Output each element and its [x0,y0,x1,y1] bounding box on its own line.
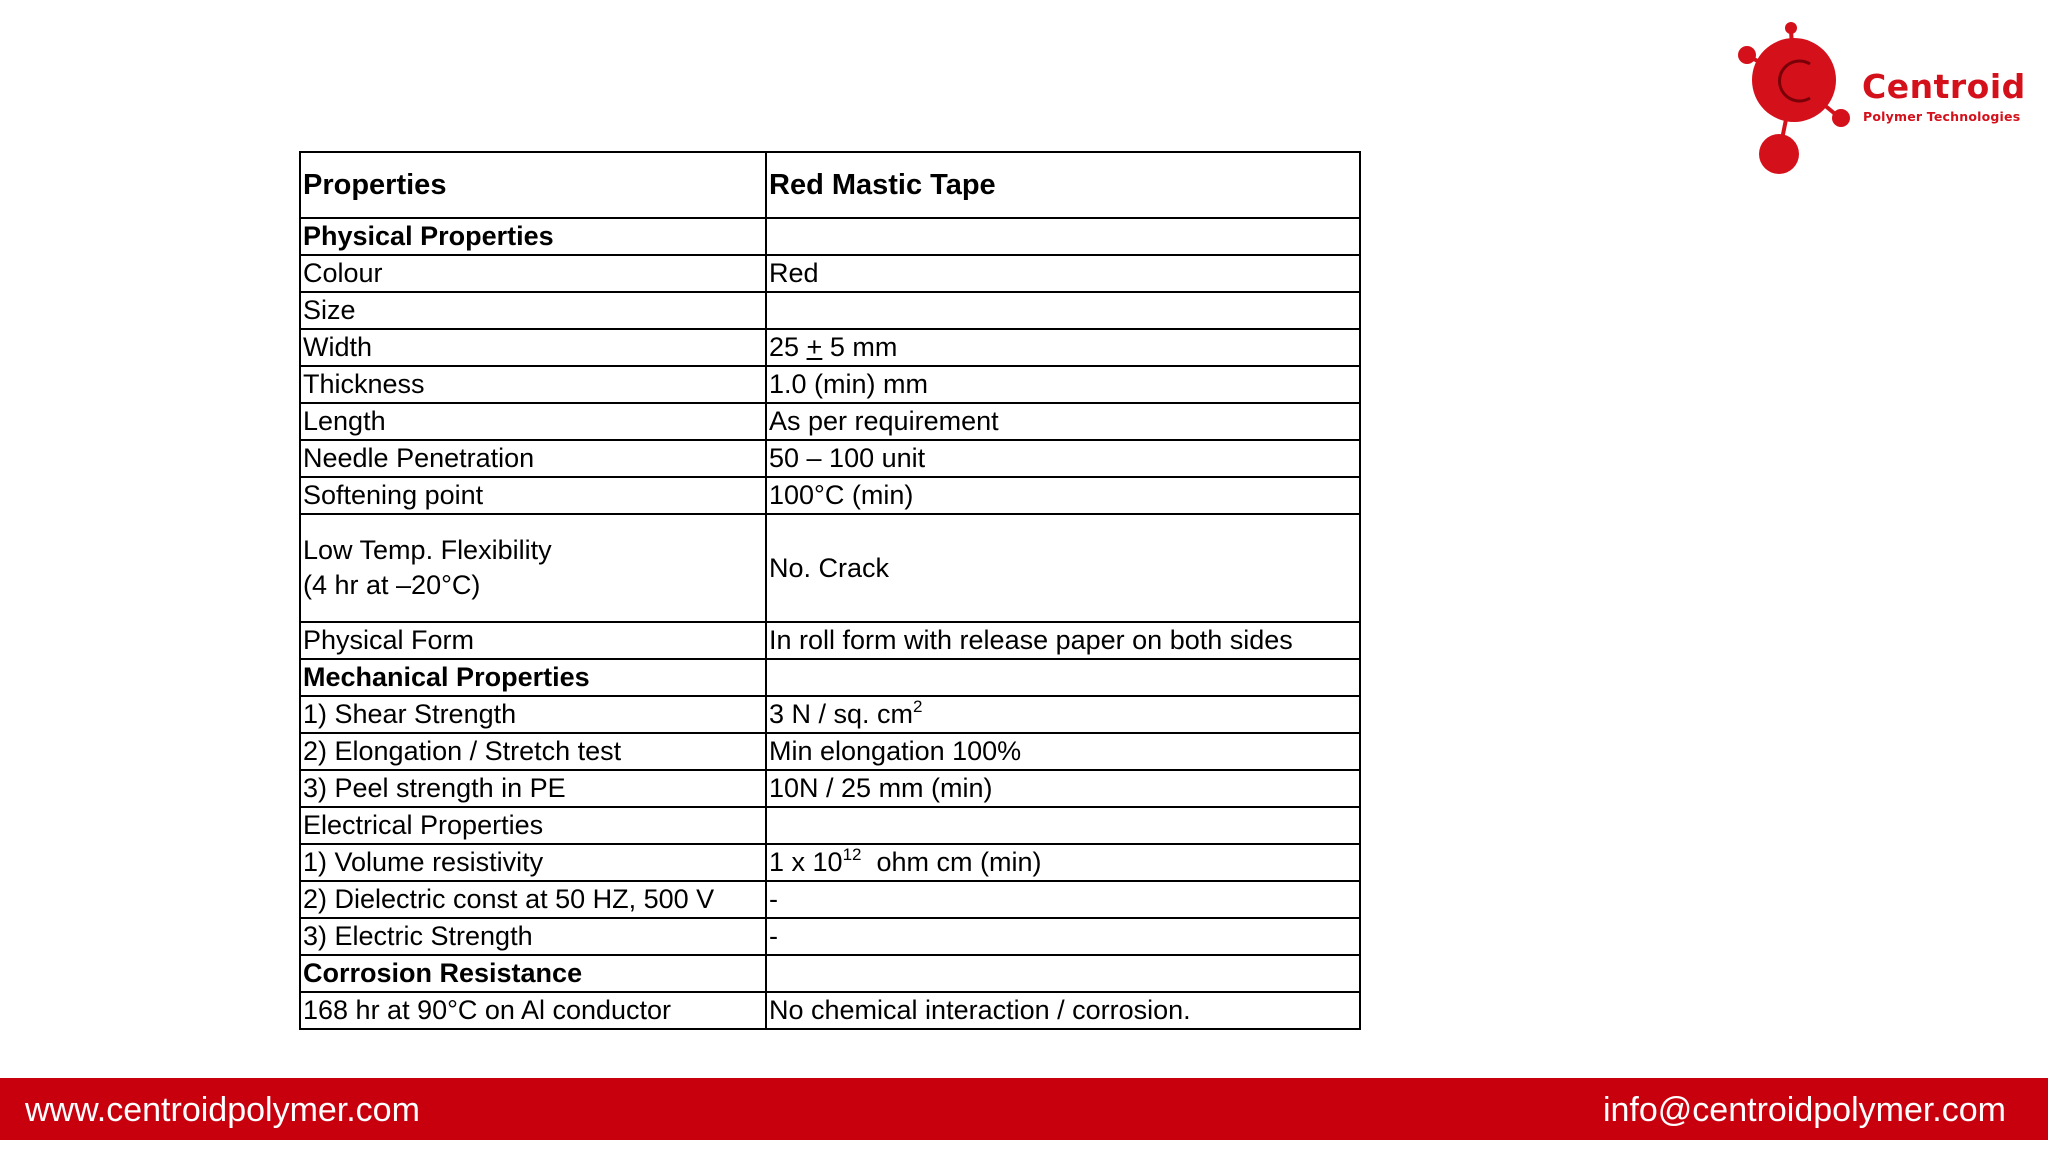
value-part: 5 mm [822,332,898,362]
property-value: 100°C (min) [766,477,1360,514]
table-row [300,403,1360,440]
section-physical-properties: Physical Properties [300,218,766,255]
table-header-row [300,152,1360,218]
table-row [300,477,1360,514]
property-value: No chemical interaction / corrosion. [766,992,1360,1029]
property-value: 1.0 (min) mm [766,366,1360,403]
table-row [300,659,1360,696]
property-value: - [766,918,1360,955]
table-row [300,255,1360,292]
properties-table [299,151,1361,1030]
table-row [300,844,1360,881]
value-part: ohm cm (min) [861,847,1042,877]
superscript: 12 [842,845,862,864]
property-name: Thickness [300,366,766,403]
email-link[interactable]: info@centroidpolymer.com [1602,1091,2006,1129]
header-properties: Properties [300,152,766,218]
property-name: 3) Peel strength in PE [300,770,766,807]
value-part: 25 [769,332,807,362]
property-name: 2) Elongation / Stretch test [300,733,766,770]
website-link[interactable]: www.centroidpolymer.com [25,1091,420,1129]
property-value [766,807,1360,844]
table-row [300,807,1360,844]
table-row [300,514,1360,622]
table-row [300,733,1360,770]
property-name: Softening point [300,477,766,514]
property-value: Min elongation 100% [766,733,1360,770]
table-row [300,329,1360,366]
plus-minus-symbol: + [806,332,823,362]
property-value [766,844,1360,881]
table-row [300,218,1360,255]
property-value: - [766,881,1360,918]
table-row [300,696,1360,733]
table-row [300,918,1360,955]
table-row [300,955,1360,992]
property-value [766,696,1360,733]
brand-tagline: Polymer Technologies [1863,109,2021,124]
property-name: Colour [300,255,766,292]
property-name-line: (4 hr at –20°C) [303,570,481,600]
property-value [766,292,1360,329]
table-row [300,366,1360,403]
property-value [766,659,1360,696]
value-part: 1 x 10 [769,847,843,877]
property-value [766,955,1360,992]
superscript: 2 [913,697,923,716]
property-value [766,218,1360,255]
property-name: Width [300,329,766,366]
header-product: Red Mastic Tape [766,152,1360,218]
property-value: 50 – 100 unit [766,440,1360,477]
table-row [300,622,1360,659]
property-name: 1) Shear Strength [300,696,766,733]
molecule-c-icon [1730,18,1860,180]
property-name: Needle Penetration [300,440,766,477]
property-value: No. Crack [766,514,1360,622]
table-row [300,440,1360,477]
property-name: Physical Form [300,622,766,659]
property-value: 10N / 25 mm (min) [766,770,1360,807]
property-value: As per requirement [766,403,1360,440]
property-name: 2) Dielectric const at 50 HZ, 500 V [300,881,766,918]
section-electrical-properties: Electrical Properties [300,807,766,844]
company-logo [1730,18,2030,180]
property-value [766,329,1360,366]
section-corrosion-resistance: Corrosion Resistance [300,955,766,992]
table-row [300,992,1360,1029]
table-row [300,881,1360,918]
property-name: Length [300,403,766,440]
property-name: Size [300,292,766,329]
property-name: 168 hr at 90°C on Al conductor [300,992,766,1029]
section-mechanical-properties: Mechanical Properties [300,659,766,696]
footer-bar [0,1078,2048,1140]
property-name: 1) Volume resistivity [300,844,766,881]
table-row [300,292,1360,329]
table-row [300,770,1360,807]
property-value: In roll form with release paper on both sides [766,622,1360,659]
property-name [300,514,766,622]
property-name-line: Low Temp. Flexibility [303,535,552,565]
brand-name: Centroid [1862,67,2026,106]
property-value: Red [766,255,1360,292]
property-name: 3) Electric Strength [300,918,766,955]
value-part: 3 N / sq. cm [769,699,914,729]
